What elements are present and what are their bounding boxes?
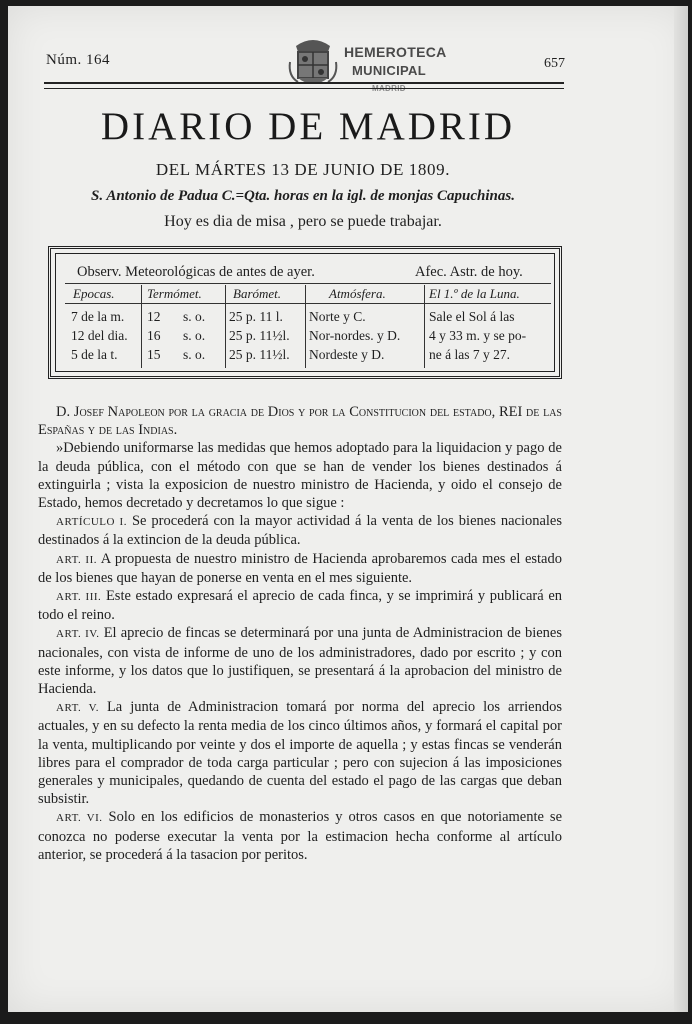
cell-therm: 16 bbox=[147, 328, 161, 343]
cell-atmos: Nor-nordes. y D. bbox=[309, 328, 401, 343]
column-divider bbox=[225, 285, 226, 368]
article-label: ART. III. bbox=[56, 591, 102, 604]
article-paragraph bbox=[38, 808, 562, 864]
page-edge bbox=[674, 6, 688, 1012]
cell-therm: 12 bbox=[147, 309, 161, 324]
article-label: ART. II. bbox=[56, 553, 97, 566]
cell-baro: 25 p. 11½l. bbox=[229, 347, 290, 362]
col-header-termomet: Termómet. bbox=[147, 286, 202, 301]
cell-atmos: Norte y C. bbox=[309, 309, 366, 324]
stamp-line-1: HEMEROTECA bbox=[344, 44, 447, 60]
cell-astro: ne á las 7 y 27. bbox=[429, 347, 510, 362]
article-text: El aprecio de fincas se determinará por una junta de Administracion de bienes nacionales, con vista de informe de uno de los administradores, dado por escrito ; y con este informe, y los datos que lo justifiquen, se presentará á la aprobacion del ministro de Hacienda. bbox=[38, 625, 562, 698]
cell-astro: 4 y 33 m. y se po- bbox=[429, 328, 527, 343]
cell-atmos: Nordeste y D. bbox=[309, 347, 385, 362]
astro-title: Afec. Astr. de hoy. bbox=[415, 264, 523, 280]
article-text: La junta de Administracion tomará por norma del aprecio los arriendos actuales, y en su defecto la renta media de los cinco últimos años, y formará el capital por la venta, multiplicando por veinte y dos el importe de aquella ; y estas fincas se venderán libres para el comprador de toda carga particular ; pero con sujecion á las imposiciones generales y municipales, quedando de cuenta del estado el pago de las cargas que deban subsistir. bbox=[38, 699, 563, 808]
article-label: ART. IV. bbox=[56, 628, 100, 641]
mass-notice: Hoy es dia de misa , pero se puede trabajar. bbox=[164, 213, 442, 230]
col-header-baromet: Barómet. bbox=[233, 286, 282, 301]
page-number: 657 bbox=[544, 56, 565, 71]
cell-baro: 25 p. 11½l. bbox=[229, 328, 290, 343]
cell-therm-dir: s. o. bbox=[183, 347, 206, 362]
article-body bbox=[38, 403, 562, 864]
article-paragraph bbox=[38, 624, 562, 698]
newspaper-title: DIARIO DE MADRID bbox=[100, 105, 516, 148]
article-text: Se procederá con la mayor actividad á la venta de los bienes nacionales destinados á la extincion de la deuda pública. bbox=[38, 513, 563, 549]
article-paragraph bbox=[38, 550, 562, 587]
newspaper-page bbox=[8, 6, 688, 1012]
cell-therm: 15 bbox=[147, 347, 161, 362]
article-paragraph bbox=[38, 512, 562, 549]
article-label: ART. V. bbox=[56, 702, 99, 715]
article-label: ART. VI. bbox=[56, 812, 103, 825]
article-label: ARTÍCULO I. bbox=[56, 516, 127, 529]
coat-of-arms-icon bbox=[286, 32, 340, 88]
saint-of-day: S. Antonio de Padua C.=Qta. horas en la igl. de monjas Capuchinas. bbox=[91, 188, 515, 204]
col-header-epocas: Epocas. bbox=[73, 286, 115, 301]
cell-epoca: 5 de la t. bbox=[71, 347, 118, 362]
cell-therm-dir: s. o. bbox=[183, 309, 206, 324]
article-text: Este estado expresará el aprecio de cada finca, y se imprimirá y publicará en todo el reino. bbox=[38, 588, 562, 624]
header-rule bbox=[44, 82, 564, 84]
article-paragraph bbox=[38, 587, 562, 624]
article-text: Solo en los edificios de monasterios y otros casos en que notoriamente se conozca no poderse executar la venta por la estimacion hecha conforme al artículo anterior, se procederá á la tasacion por peritos. bbox=[38, 809, 563, 863]
issue-number: Núm. 164 bbox=[46, 52, 110, 68]
cell-astro: Sale el Sol á las bbox=[429, 309, 515, 324]
cell-epoca: 7 de la m. bbox=[71, 309, 125, 324]
col-header-atmosfera: Atmósfera. bbox=[329, 286, 386, 301]
col-header-luna: El 1.º de la Luna. bbox=[429, 286, 520, 301]
article-text: A propuesta de nuestro ministro de Hacienda aprobaremos cada mes el estado de los bienes que hayan de ponerse en venta en el mes siguiente. bbox=[38, 550, 562, 586]
table-divider bbox=[65, 283, 551, 284]
stamp-line-2: MUNICIPAL bbox=[352, 63, 426, 78]
header-rule-thin bbox=[44, 88, 564, 89]
decree-preamble: »Debiendo uniformarse las medidas que hemos adoptado para la liquidacion y pago de la deuda pública, con el método con que se han de vender los bienes destinados á extinguirla ; vista la exposicion de nuestro ministro de Hacienda, y oido el consejo de Estado, hemos decretado y decretamos lo que sigue : bbox=[38, 440, 562, 512]
cell-epoca: 12 del dia. bbox=[71, 328, 128, 343]
weather-title: Observ. Meteorológicas de antes de ayer. bbox=[77, 264, 315, 280]
cell-baro: 25 p. 11 l. bbox=[229, 309, 283, 324]
dateline: DEL MÁRTES 13 DE JUNIO DE 1809. bbox=[155, 160, 451, 179]
table-divider bbox=[65, 303, 551, 304]
decree-opening: D. Josef Napoleon por la gracia de Dios y por la Constitucion del estado, REI de las Españas y de las Indias. bbox=[38, 404, 562, 439]
column-divider bbox=[305, 285, 306, 368]
column-divider bbox=[424, 285, 425, 368]
column-divider bbox=[141, 285, 142, 368]
cell-therm-dir: s. o. bbox=[183, 328, 206, 343]
article-paragraph bbox=[38, 698, 562, 808]
weather-table bbox=[48, 246, 562, 379]
